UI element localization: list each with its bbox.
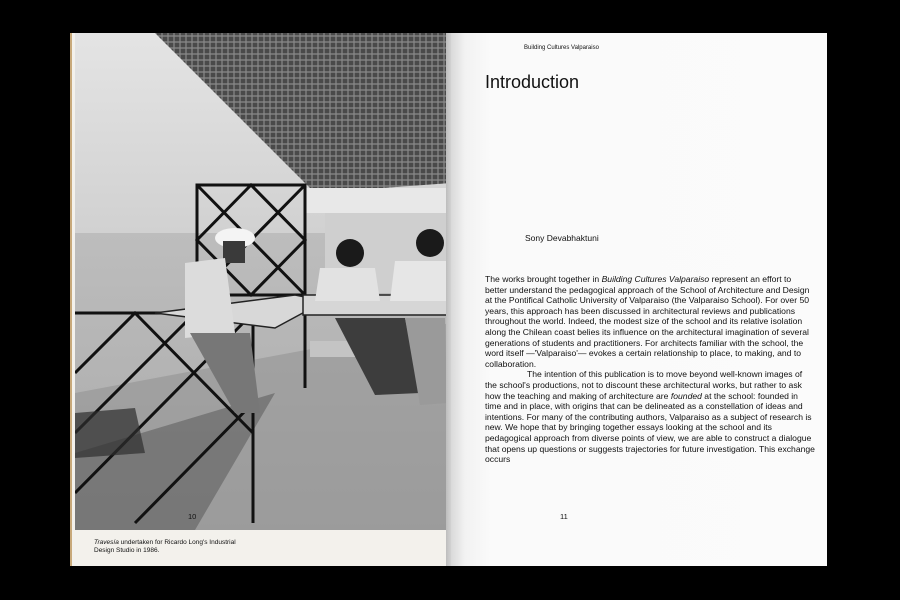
book-title-italic: Building Cultures Valparaiso [601, 274, 710, 284]
page-number-left: 10 [188, 512, 197, 521]
desert-workshop-photo [75, 33, 451, 530]
chapter-title: Introduction [485, 72, 580, 92]
paragraph-2 [485, 369, 815, 464]
paragraph-2-rest: at the school: founded in time and in place, with origins that can be delineated as a constellation of ideas and intentions. For many of the contributing authors, Valparaiso as a subject of research is new. We hope that by bringing together essays looking at the school and its pedagogical approach from diverse points of view, we are able to construct a dialogue that opens up questions or suggests trajectories for future investigation. This exchange occurs [485, 390, 815, 465]
paragraph-1 [485, 274, 815, 369]
caption-italic: Travesía [94, 539, 119, 546]
founded-italic: founded [670, 390, 702, 401]
caption-text: undertaken for Ricardo Long's Industrial Design Studio in 1986. [94, 539, 236, 554]
author-name: Sony Devabhaktuni [525, 233, 599, 243]
photo-caption [94, 539, 244, 555]
page-number-right: 11 [560, 512, 568, 521]
paragraph-1-lead: The works brought together in [485, 274, 602, 284]
running-head: Building Cultures Valparaiso [524, 45, 599, 51]
paragraph-1-rest: represent an effort to better understand the pedagogical approach of the School of Architecture and Design at the Pontifical Catholic University of Valparaiso (the Valparaiso School). For over 50 years, this approach has been discussed in architectural reviews and publications throughout the world. Indeed, the modest size of the school and its relative isolation along the Chilean coast belies its influence on the architectural imagination of several generations of students and practitioners. For architects familiar with the school, the word itself —'Valparaiso'— evokes a certain relationship to place, to making, and to collaboration. [485, 274, 810, 369]
paragraph-2-lead: The intention of this publication is to move beyond well-known images of the school's productions, not to discount these architectural works, but rather to ask how the teaching and making of architecture are [485, 369, 803, 401]
left-page [70, 33, 451, 566]
photo-illustration [75, 33, 451, 530]
body-text [485, 274, 815, 465]
